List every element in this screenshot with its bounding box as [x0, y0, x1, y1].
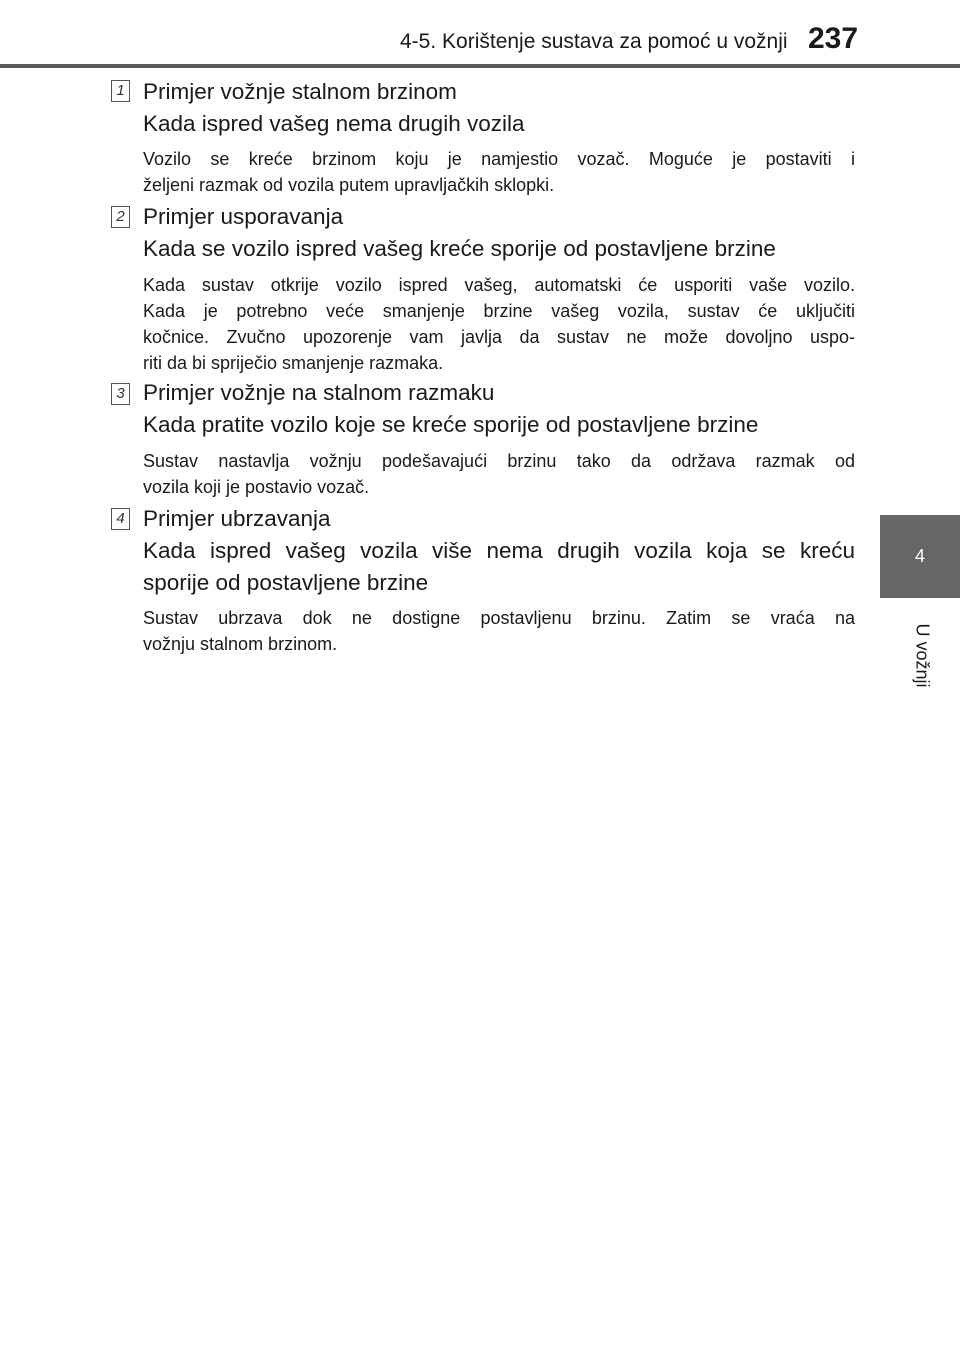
- body-line: riti da bi spriječio smanjenje razmaka.: [143, 353, 444, 373]
- section-body: [143, 146, 855, 198]
- chapter-label-text: U vožnji: [912, 622, 933, 688]
- body-line: kočnice. Zvučno upozorenje vam javlja da sustav ne može dovoljno uspo-: [143, 327, 855, 347]
- heading-line: Primjer usporavanja: [143, 204, 344, 229]
- heading-line: Kada pratite vozilo koje se kreće sporije od postavljene brzine: [143, 412, 759, 437]
- heading-line: Kada se vozilo ispred vašeg kreće sporije od postavljene brzine: [143, 236, 776, 261]
- page-number: 237: [808, 22, 859, 55]
- chapter-number: 4: [914, 546, 925, 566]
- section-body: [143, 272, 855, 376]
- heading-line: Kada ispred vašeg nema drugih vozila: [143, 111, 525, 136]
- heading-line: Primjer ubrzavanja: [143, 506, 331, 531]
- number-4-icon: 4: [111, 508, 130, 530]
- section-heading: [143, 201, 855, 265]
- heading-line: Primjer vožnje stalnom brzinom: [143, 79, 457, 104]
- body-line: Kada je potrebno veće smanjenje brzine vašeg vozila, sustav će uključiti: [143, 301, 855, 321]
- section-body: [143, 448, 855, 500]
- number-3-icon: 3: [111, 383, 130, 405]
- body-line: Sustav nastavlja vožnju podešavajući brzinu tako da održava razmak od: [143, 451, 855, 471]
- body-line: željeni razmak od vozila putem upravljačkih sklopki.: [143, 175, 555, 195]
- section-heading: [143, 377, 855, 441]
- chapter-label: [902, 605, 942, 705]
- body-line: Kada sustav otkrije vozilo ispred vašeg, automatski će usporiti vaše vozilo.: [143, 275, 855, 295]
- header-title: 4-5. Korištenje sustava za pomoć u vožnji: [400, 30, 788, 53]
- section-heading: [143, 503, 855, 599]
- number-1-icon: 1: [111, 80, 130, 102]
- heading-line: sporije od postavljene brzine: [143, 570, 429, 595]
- body-line: vozila koji je postavio vozač.: [143, 477, 370, 497]
- body-line: vožnju stalnom brzinom.: [143, 634, 338, 654]
- section-heading: [143, 76, 855, 140]
- heading-line: Kada ispred vašeg vozila više nema drugih vozila koja se kreću: [143, 538, 855, 563]
- body-line: Vozilo se kreće brzinom koju je namjestio vozač. Moguće je postaviti i: [143, 149, 855, 169]
- section-body: [143, 605, 855, 657]
- header-rule: [0, 64, 960, 68]
- chapter-tab: [880, 515, 960, 598]
- number-2-icon: 2: [111, 206, 130, 228]
- heading-line: Primjer vožnje na stalnom razmaku: [143, 380, 495, 405]
- body-line: Sustav ubrzava dok ne dostigne postavljenu brzinu. Zatim se vraća na: [143, 608, 855, 628]
